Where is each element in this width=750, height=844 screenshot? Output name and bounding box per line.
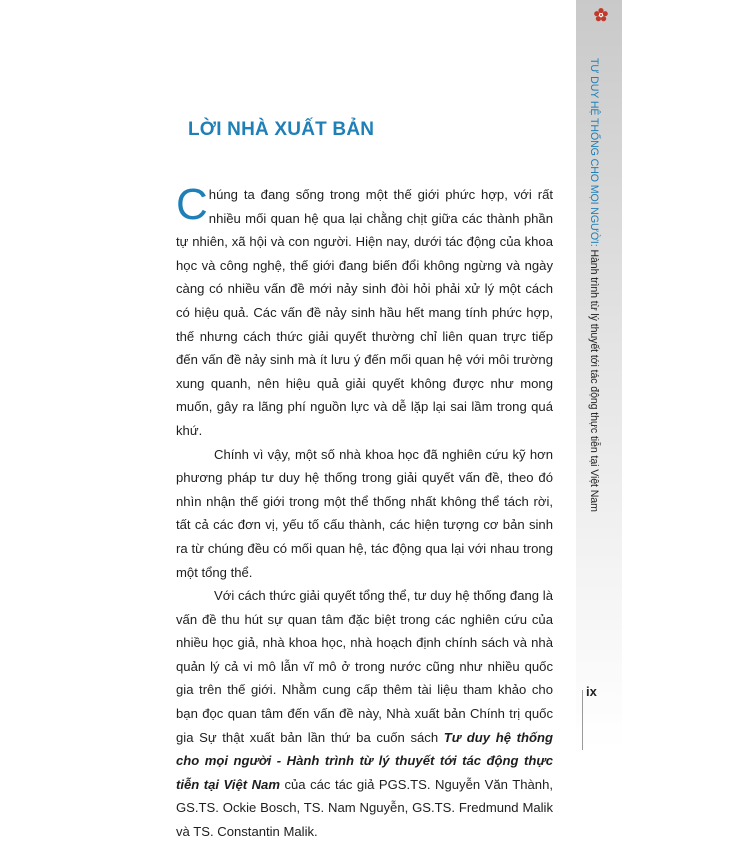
book-title: Tư duy hệ thống cho mọi người - Hành trình từ lý thuyết tới tác động thực tiễn tại Việt Nam xyxy=(176,729,553,792)
series-subtitle: Hành trình từ lý thuyết tới tác động thực tiễn tại Việt Nam xyxy=(588,249,600,512)
paragraph-1 xyxy=(176,180,553,443)
body-text xyxy=(176,180,553,844)
page-number: ix xyxy=(586,684,597,699)
header-separator: : xyxy=(588,243,600,247)
paragraph-3 xyxy=(176,584,553,844)
paragraph-1-text: húng ta đang sống trong một thế giới phức hợp, với rất nhiều mối quan hệ qua lại chằng chịt giữa các thành phần tự nhiên, xã hội và con người. Hiện nay, dưới tác động của khoa học và công nghệ, thế giới đang biến đổi không ngừng và ngày càng có nhiều vấn đề mới nảy sinh đòi hỏi phải xử lý một cách có hiệu quả. Các vấn đề nảy sinh hầu hết mang tính phức hợp, thế nhưng cách thức giải quyết thường chỉ liên quan trực tiếp đến vấn đề nảy sinh mà ít lưu ý đến mối quan hệ với môi trường xung quanh, nên hiệu quả giải quyết không được như mong muốn, gây ra lãng phí nguồn lực và dễ lặp lại sai lầm trong quá khứ. xyxy=(176,187,553,438)
paragraph-3-text-a: Với cách thức giải quyết tổng thể, tư duy hệ thống đang là vấn đề thu hút sự quan tâm đặc biệt trong các nghiên cứu của nhiều học giả, nhà khoa học, nhà hoạch định chính sách và nhà quản lý cả vi mô lẫn vĩ mô ở trong nước cũng như nhiều quốc gia trên thế giới. Nhằm cung cấp thêm tài liệu tham khảo cho bạn đọc quan tâm đến vấn đề này, Nhà xuất bản Chính trị quốc gia Sự thật xuất bản lần thứ ba cuốn sách xyxy=(176,588,553,745)
series-title: TƯ DUY HỆ THỐNG CHO MỌI NGƯỜI xyxy=(588,58,600,244)
running-header xyxy=(588,58,600,512)
page-title: LỜI NHÀ XUẤT BẢN xyxy=(188,119,375,140)
margin-rule xyxy=(582,690,583,750)
paragraph-3-text-b: của các tác giả PGS.TS. Nguyễn Văn Thành, GS.TS. Ockie Bosch, TS. Nam Nguyễn, GS.TS. Fredmund Malik và TS. Constantin Malik. xyxy=(176,776,553,840)
drop-cap: C xyxy=(176,180,208,229)
flower-logo-icon xyxy=(593,7,609,23)
paragraph-2: Chính vì vậy, một số nhà khoa học đã nghiên cứu kỹ hơn phương pháp tư duy hệ thống trong giải quyết vấn đề, theo đó nhìn nhận thế giới trong một thể thống nhất không thể tách rời, tất cả các đơn vị, yếu tố cấu thành, các hiện tượng cơ bản sinh ra từ chúng đều có mối quan hệ, tác động qua lại với nhau trong một tổng thể. xyxy=(176,446,553,580)
